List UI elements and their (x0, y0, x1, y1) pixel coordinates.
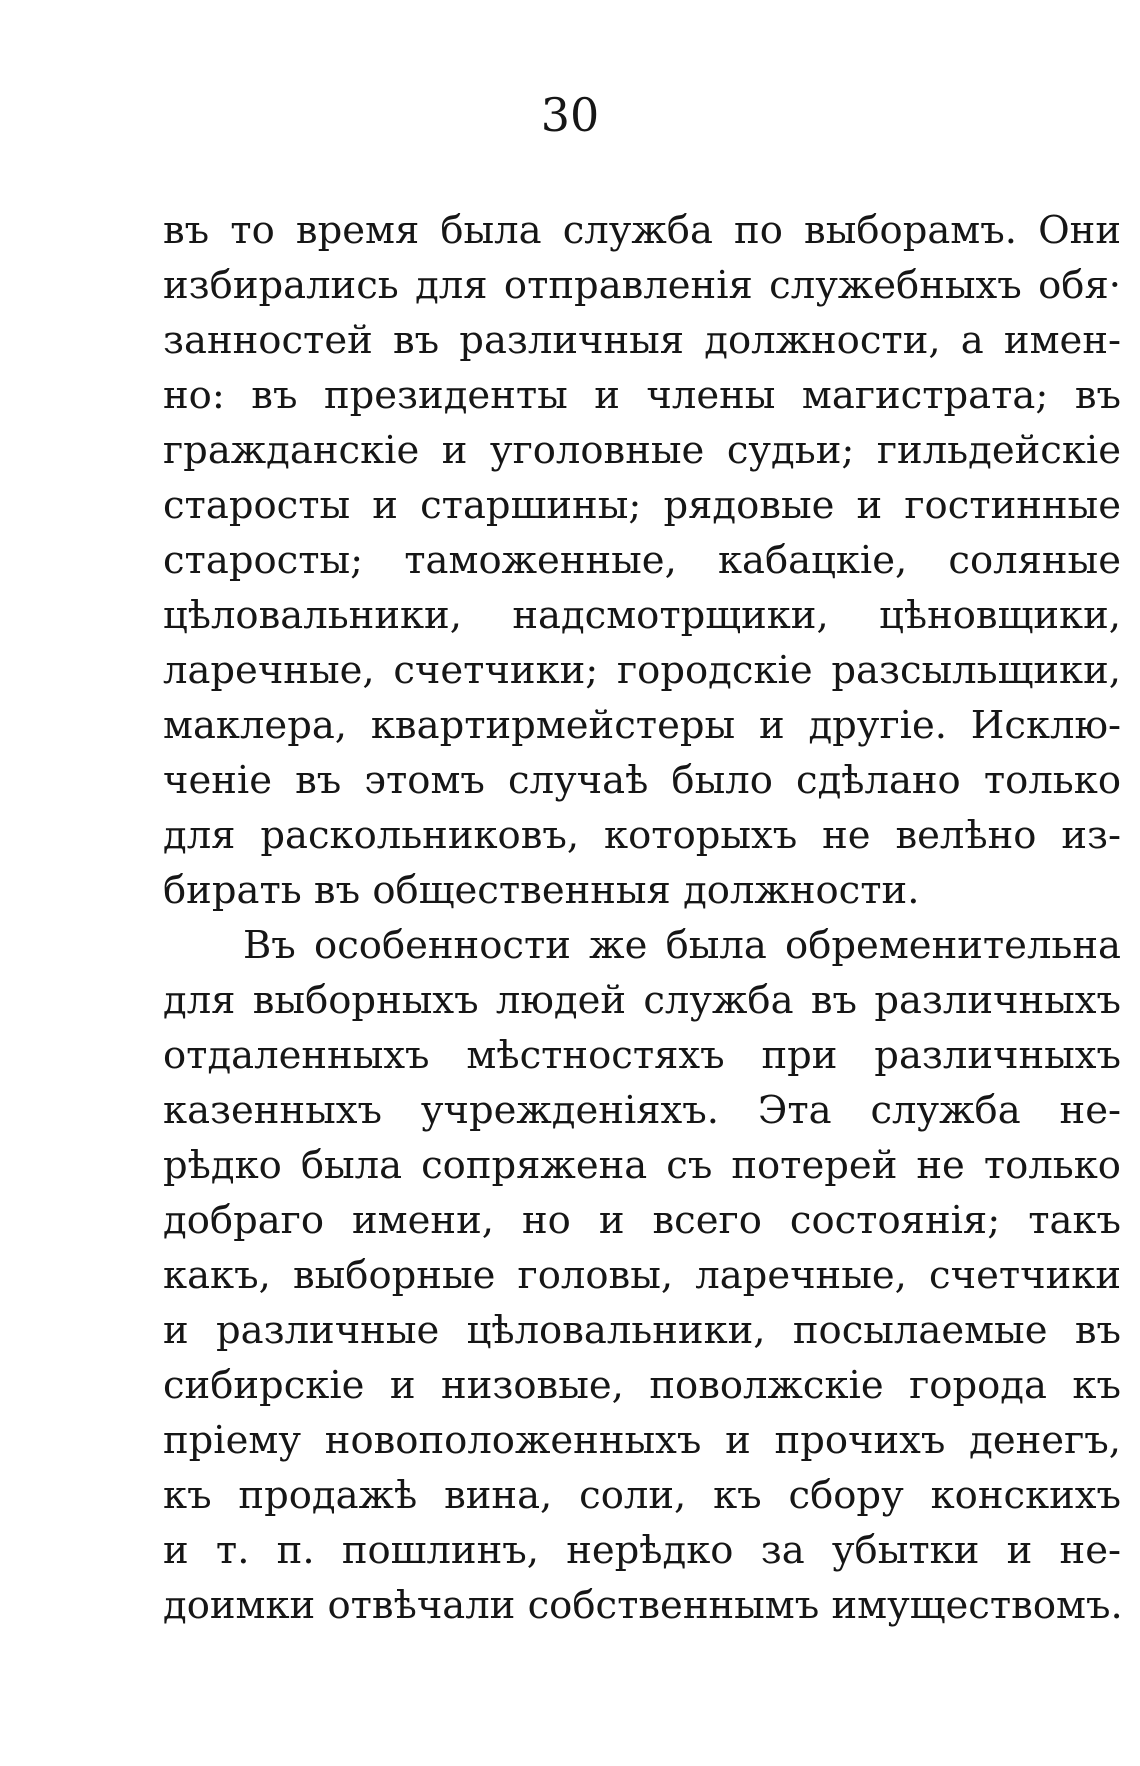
text-line: для выборныхъ людей служба въ различныхъ (163, 978, 1121, 1023)
paragraph-2 (163, 918, 1121, 1633)
text-line: казенныхъ учрежденіяхъ. Эта служба не- (163, 1088, 1121, 1133)
text-line: Въ особенности же была обременительна (243, 923, 1121, 968)
page-body-text (163, 203, 1121, 1633)
text-line: старосты и старшины; рядовые и гостинные (163, 483, 1121, 528)
text-line: цѣловальники, надсмотрщики, цѣновщики, (163, 593, 1121, 638)
text-line: бирать въ общественныя должности. (163, 868, 920, 913)
text-line: какъ, выборные головы, ларечные, счетчики (163, 1253, 1121, 1298)
text-line: избирались для отправленія служебныхъ обя· (163, 263, 1121, 308)
page-number: 30 (540, 88, 600, 142)
text-line: старосты; таможенные, кабацкіе, соляные (163, 538, 1121, 583)
paragraph-1 (163, 203, 1121, 918)
text-line: сибирскіе и низовые, поволжскіе города къ (163, 1363, 1121, 1408)
text-line: и т. п. пошлинъ, нерѣдко за убытки и не- (163, 1528, 1121, 1573)
text-line: и различные цѣловальники, посылаемые въ (163, 1308, 1121, 1353)
text-line: занностей въ различныя должности, а имен- (163, 318, 1121, 363)
text-line: но: въ президенты и члены магистрата; въ (163, 373, 1121, 418)
text-line: рѣдко была сопряжена съ потерей не только (163, 1143, 1121, 1188)
text-line: добраго имени, но и всего состоянія; такъ (163, 1198, 1121, 1243)
text-line: пріему новоположенныхъ и прочихъ денегъ, (163, 1418, 1121, 1463)
text-line: къ продажѣ вина, соли, къ сбору конскихъ (163, 1473, 1121, 1518)
text-line: ларечные, счетчики; городскіе разсыльщики, (163, 648, 1121, 693)
text-line: для раскольниковъ, которыхъ не велѣно из- (163, 813, 1121, 858)
text-line: ченіе въ этомъ случаѣ было сдѣлано только (163, 758, 1121, 803)
text-line: гражданскіе и уголовные судьи; гильдейскіе (163, 428, 1121, 473)
text-line: въ то время была служба по выборамъ. Они (163, 208, 1121, 253)
text-line: маклера, квартирмейстеры и другіе. Исклю- (163, 703, 1121, 748)
text-line: отдаленныхъ мѣстностяхъ при различныхъ (163, 1033, 1121, 1078)
text-line: доимки отвѣчали собственнымъ имуществомъ. (163, 1583, 1123, 1628)
